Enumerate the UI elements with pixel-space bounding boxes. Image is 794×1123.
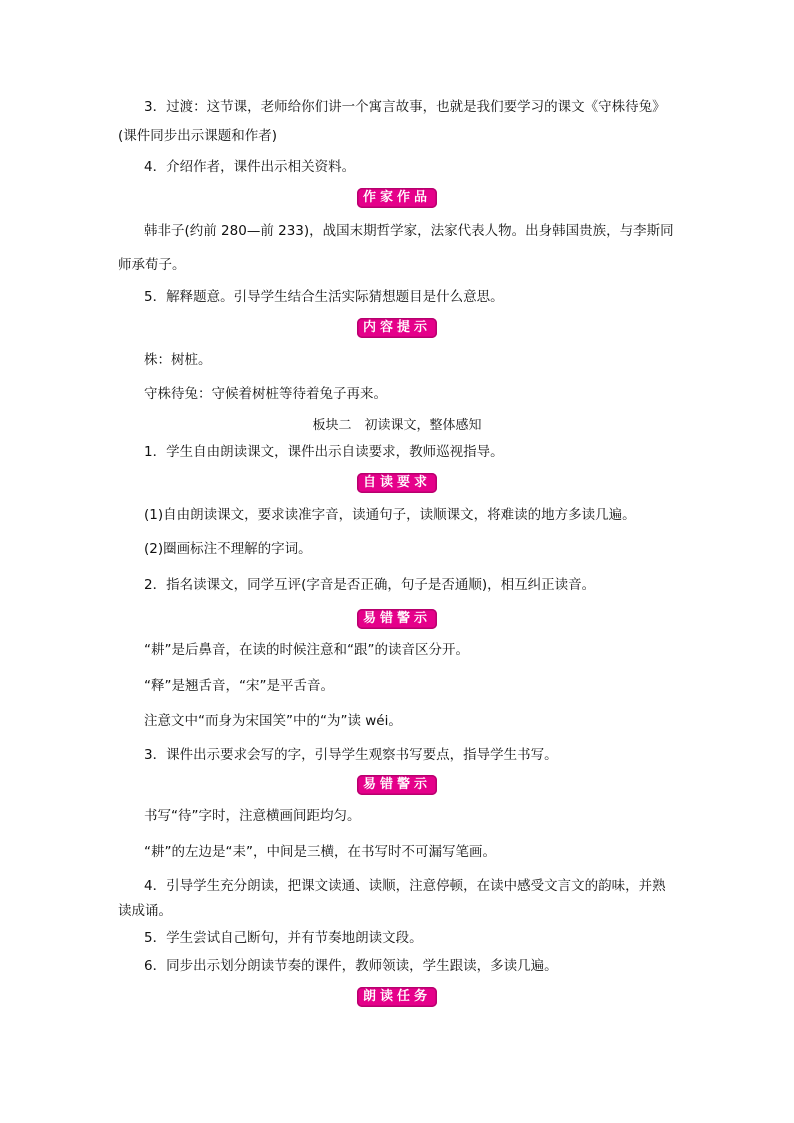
badge-content-hint-wrap bbox=[0, 316, 794, 340]
step-4-line-2: 读成诵。 bbox=[118, 903, 172, 919]
definition-zhu: 株：树桩。 bbox=[144, 352, 212, 368]
step-5: 5．学生尝试自己断句，并有节奏地朗读文段。 bbox=[144, 930, 423, 946]
author-info-line-1: 韩非子(约前 280—前 233)，战国末期哲学家，法家代表人物。出身韩国贵族，与李斯同 bbox=[144, 223, 674, 239]
warning-note-4: 书写“待”字时，注意横画间距均匀。 bbox=[144, 808, 361, 824]
badge-error-warning-1-wrap bbox=[0, 607, 794, 631]
section-title-2: 板块二 初读课文，整体感知 bbox=[312, 418, 482, 433]
paragraph-5: 5．解释题意。引导学生结合生活实际猜想题目是什么意思。 bbox=[144, 289, 504, 305]
badge-reading-task-wrap bbox=[0, 985, 794, 1009]
definition-shouzhudaitu: 守株待兔：守候着树桩等待着兔子再来。 bbox=[144, 386, 387, 402]
badge-self-read-requirements: 自读要求 bbox=[357, 473, 437, 493]
warning-note-2: “释”是翘舌音，“宋”是平舌音。 bbox=[144, 678, 334, 694]
step-1: 1．学生自由朗读课文，课件出示自读要求，教师巡视指导。 bbox=[144, 444, 504, 460]
step-2: 2．指名读课文，同学互评(字音是否正确，句子是否通顺)，相互纠正读音。 bbox=[144, 577, 596, 593]
badge-reading-task: 朗读任务 bbox=[357, 987, 437, 1007]
author-info-line-2: 师承荀子。 bbox=[118, 257, 186, 273]
badge-error-warning-2-wrap bbox=[0, 773, 794, 797]
step-4-line-1: 4．引导学生充分朗读，把课文读通、读顺，注意停顿，在读中感受文言文的韵味，并熟 bbox=[144, 878, 666, 894]
paragraph-3-line-1: 3．过渡：这节课，老师给你们讲一个寓言故事，也就是我们要学习的课文《守株待兔》 bbox=[144, 99, 666, 115]
badge-error-warning-1: 易错警示 bbox=[357, 609, 437, 629]
warning-note-3: 注意文中“而身为宋国笑”中的“为”读 wéi。 bbox=[144, 713, 402, 729]
requirement-2: (2)圈画标注不理解的字词。 bbox=[144, 541, 312, 557]
paragraph-4: 4．介绍作者，课件出示相关资料。 bbox=[144, 159, 356, 175]
paragraph-3-line-2: (课件同步出示课题和作者) bbox=[118, 128, 278, 144]
warning-note-1: “耕”是后鼻音，在读的时候注意和“跟”的读音区分开。 bbox=[144, 642, 469, 658]
requirement-1: (1)自由朗读课文，要求读准字音，读通句子，读顺课文，将难读的地方多读几遍。 bbox=[144, 507, 636, 523]
badge-self-read-wrap bbox=[0, 471, 794, 495]
warning-note-5: “耕”的左边是“耒”，中间是三横，在书写时不可漏写笔画。 bbox=[144, 844, 496, 860]
step-6: 6．同步出示划分朗读节奏的课件，教师领读，学生跟读，多读几遍。 bbox=[144, 958, 558, 974]
badge-author-works-wrap bbox=[0, 186, 794, 210]
badge-content-hint: 内容提示 bbox=[357, 318, 437, 338]
badge-error-warning-2: 易错警示 bbox=[357, 775, 437, 795]
badge-author-works: 作家作品 bbox=[357, 188, 437, 208]
step-3: 3．课件出示要求会写的字，引导学生观察书写要点，指导学生书写。 bbox=[144, 747, 558, 763]
